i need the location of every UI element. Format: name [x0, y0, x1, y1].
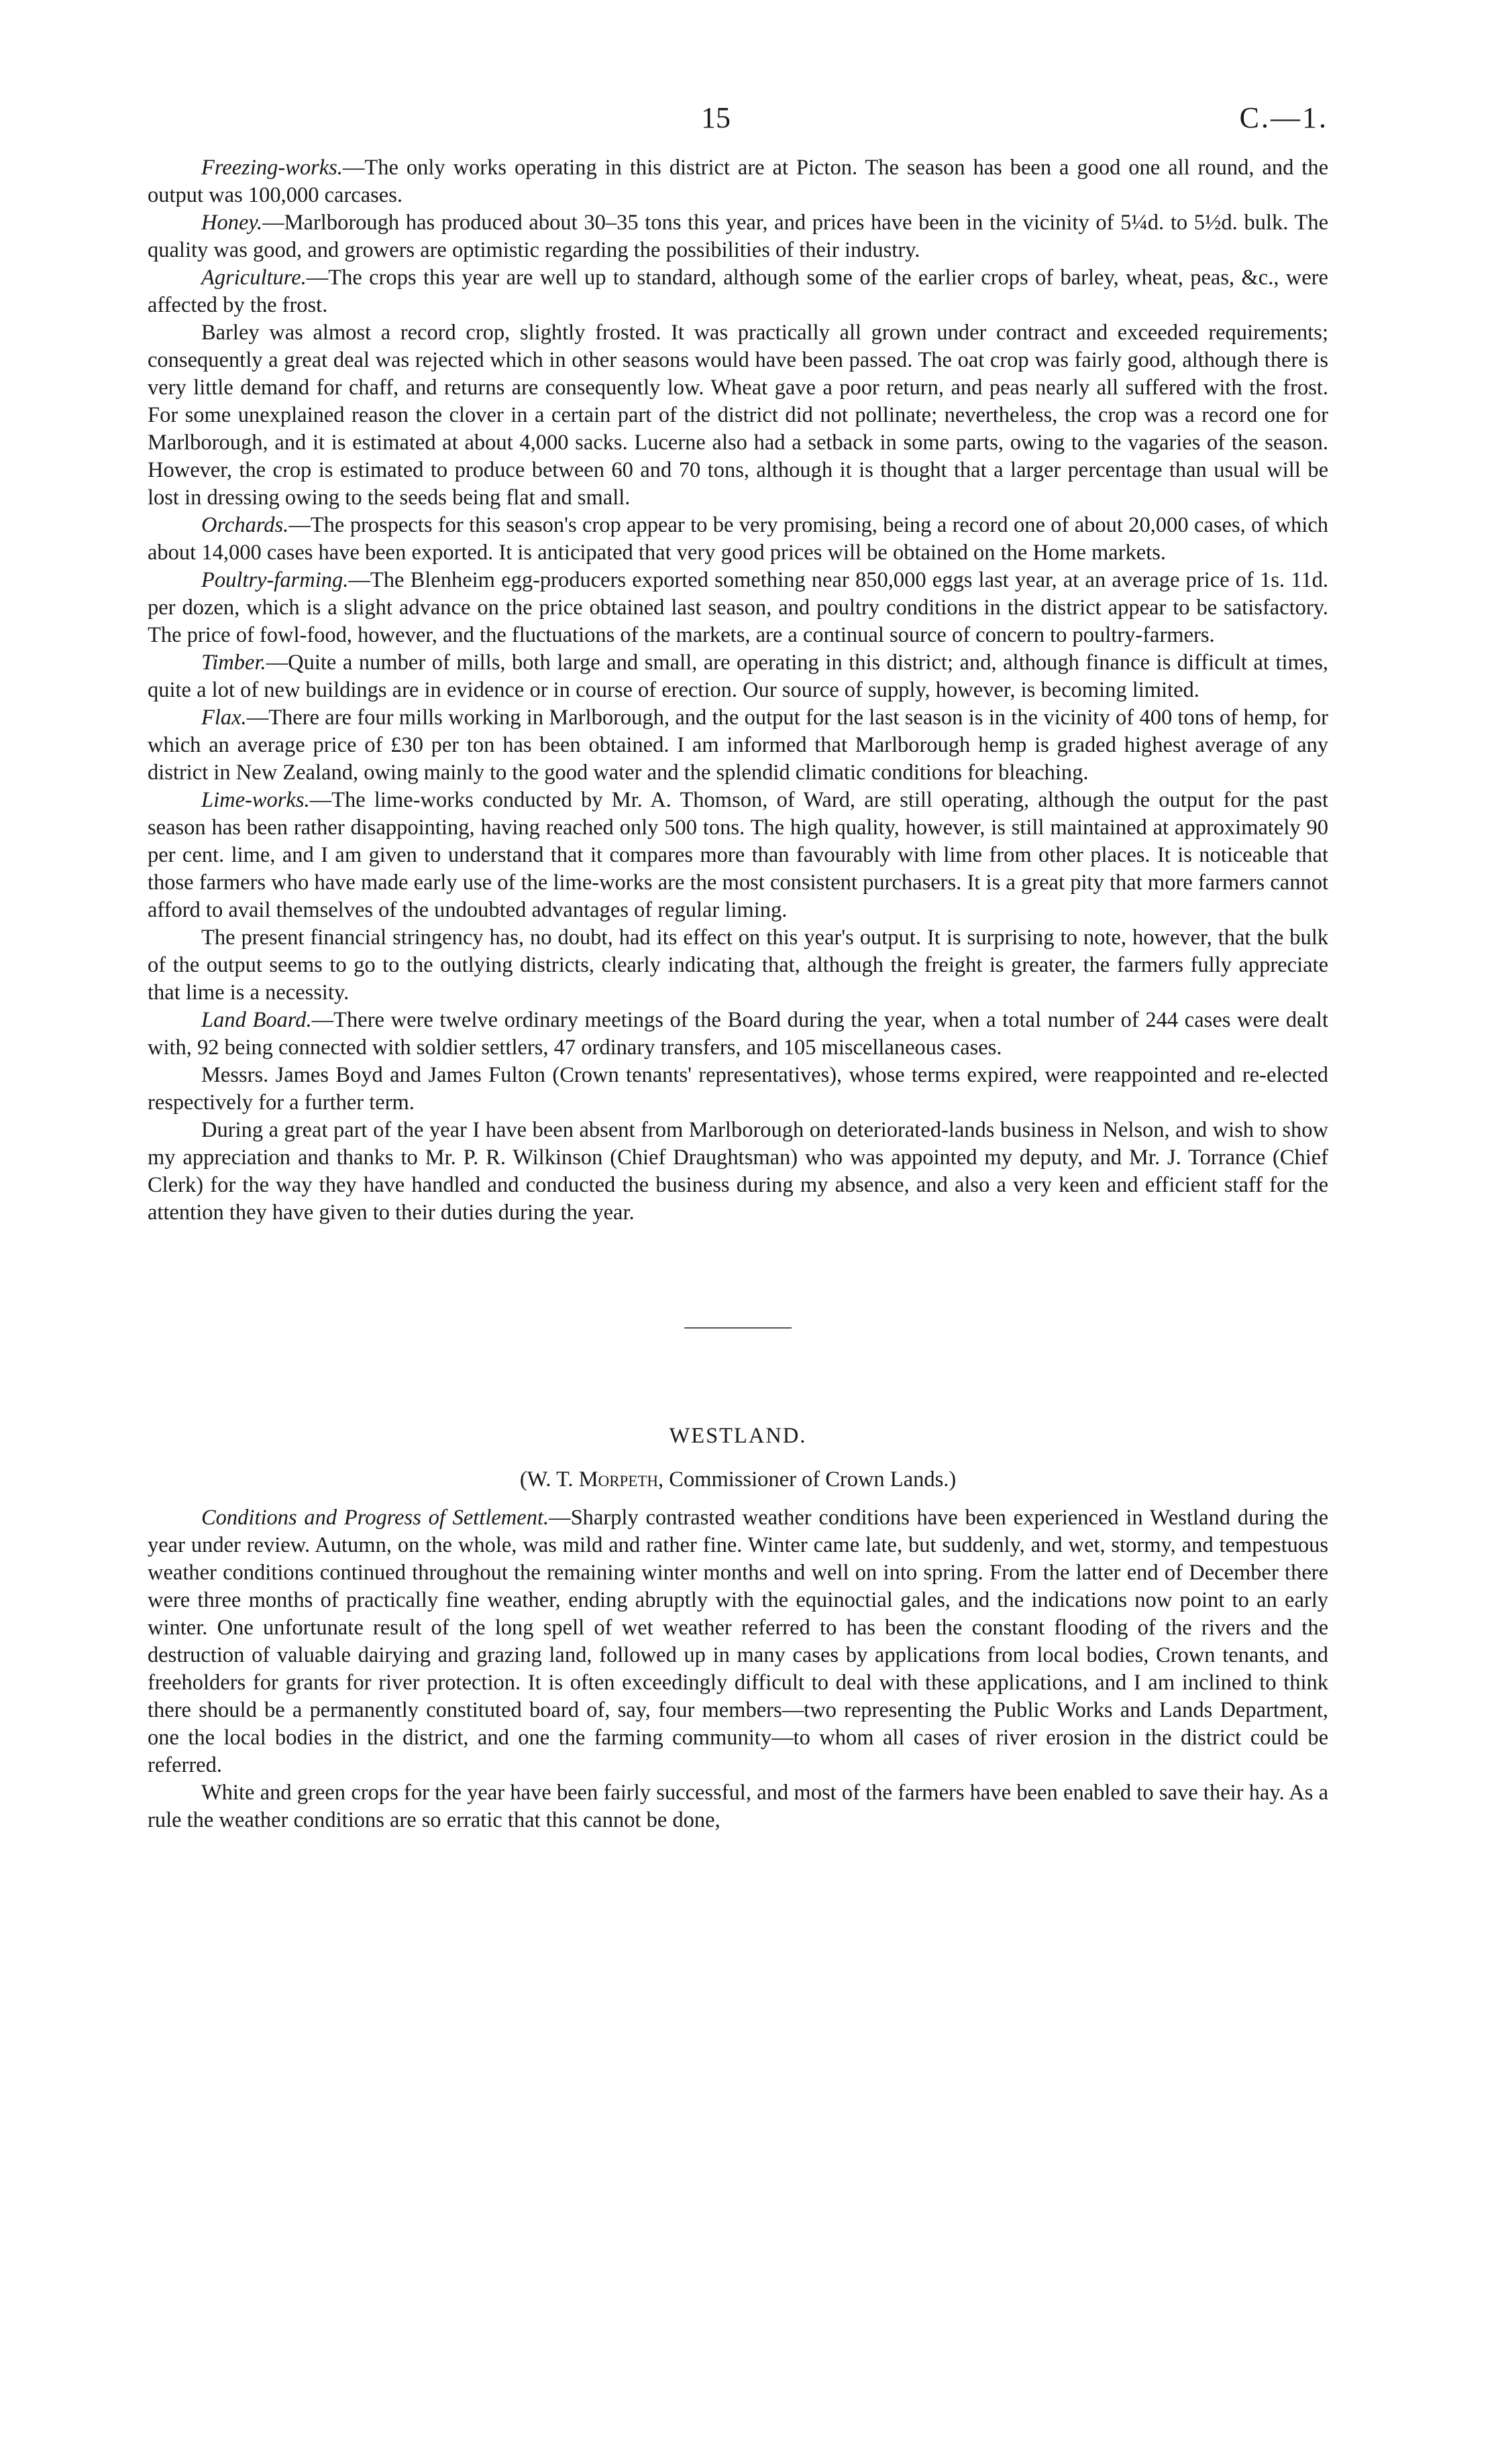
paragraph-text: —Marlborough has produced about 30–35 tons this year, and prices have been in the vicinity of 5¼d. to 5½d. bulk. The quality was good, and growers are optimistic regarding the possibilities of their industry. — [148, 211, 1328, 262]
section-title: WESTLAND. — [669, 1424, 807, 1448]
paragraph-lead: Flax. — [201, 706, 247, 730]
paragraph-lead: Honey. — [201, 211, 263, 235]
page-number: 15 — [701, 101, 731, 134]
paragraph-poultry-farming — [148, 567, 1328, 649]
paragraph-text: During a great part of the year I have been absent from Marlborough on deteriorated-lands business in Nelson, and wish to show my appreciation and thanks to Mr. P. R. Wilkinson (Chief Draughtsman) who was appointed my deputy, and Mr. J. Torrance (Chief Clerk) for the way they have handled and conducted the business during my absence, and also a very keen and efficient staff for the attention they have given to their duties during the year. — [148, 1118, 1328, 1225]
paragraph-text: —The Blenheim egg-producers exported something near 850,000 eggs last year, at an average price of 1s. 11d. per dozen, which is a slight advance on the price obtained last season, and poultry conditions in the district appear to be satisfactory. The price of fowl-food, however, and the fluctuations of the markets, are a continual source of concern to poultry-farmers. — [148, 568, 1328, 647]
paragraph-lead: Orchards. — [201, 513, 289, 537]
paragraph-land-board — [148, 1007, 1328, 1062]
commissioner-name: Morpeth — [578, 1467, 659, 1492]
paragraph-text: —Sharply contrasted weather conditions have been experienced in Westland during the year under review. Autumn, on the whole, was mild and rather fine. Winter came late, but suddenly, and wet, stormy, and tempestuous weather conditions continued throughout the remaining winter months and well on into spring. From the latter end of December there were three months of practically fine weather, ending abruptly with the equinoctial gales, and the indications now point to an early winter. One unfortunate result of the long spell of wet weather referred to has been the constant flooding of the rivers and the destruction of valuable dairying and grazing land, followed up in many cases by applications from local bodies, Crown tenants, and freeholders for grants for river protection. It is often exceedingly difficult to deal with these applications, and I am inclined to think there should be a permanently constituted board of, say, four members—two representing the Public Works and Lands Department, one the local bodies in the district, and one the farming community—to whom all cases of river erosion in the district could be referred. — [148, 1506, 1328, 1777]
paragraph-financial-stringency — [148, 924, 1328, 1007]
marlborough-report — [148, 154, 1328, 1227]
document-page — [148, 101, 1328, 1834]
paragraph-text: —The only works operating in this district are at Picton. The season has been a good one all round, and the output was 100,000 carcases. — [148, 156, 1328, 207]
paragraph-orchards — [148, 512, 1328, 567]
paragraph-lead: Land Board. — [201, 1008, 312, 1032]
paragraph-lead: Agriculture. — [201, 266, 307, 290]
paragraph-lime-works — [148, 787, 1328, 924]
paragraph-text: —The lime-works conducted by Mr. A. Thomson, of Ward, are still operating, although the output for the past season has been rather disappointing, having reached only 500 tons. The high quality, however, is still maintained at approximately 90 per cent. lime, and I am given to understand that it compares more than favourably with lime from other places. It is noticeable that those farmers who have made early use of the lime-works are the most consistent purchasers. It is a great pity that more farmers cannot afford to avail themselves of the undoubted advantages of regular liming. — [148, 788, 1328, 922]
page-header — [148, 101, 1328, 154]
paragraph-text: Barley was almost a record crop, slightly frosted. It was practically all grown under contract and exceeded requirements; consequently a great deal was rejected which in other seasons would have been passed. The oat crop was fairly good, although there is very little demand for chaff, and returns are consequently low. Wheat gave a poor return, and peas nearly all suffered with the frost. For some unexplained reason the clover in a certain part of the district did not pollinate; nevertheless, the crop was a record one for Marlborough, and it is estimated at about 4,000 sacks. Lucerne also had a setback in some parts, owing to the vagaries of the season. However, the crop is estimated to produce between 60 and 70 tons, although it is thought that a larger percentage than usual will be lost in dressing owing to the seeds being flat and small. — [148, 321, 1328, 510]
paragraph-text: —There were twelve ordinary meetings of the Board during the year, when a total number of 244 cases were dealt with, 92 being connected with soldier settlers, 47 ordinary transfers, and 105 miscellaneous cases. — [148, 1008, 1328, 1060]
paragraph-agriculture — [148, 264, 1328, 319]
paragraph-flax — [148, 704, 1328, 787]
section-divider — [684, 1327, 792, 1329]
paragraph-lead: Poultry-farming. — [201, 568, 349, 592]
paragraph-conditions-settlement — [148, 1504, 1328, 1779]
paragraph-text: Messrs. James Boyd and James Fulton (Crown tenants' representatives), whose terms expired, were reappointed and re-elected respectively for a further term. — [148, 1063, 1328, 1115]
paragraph-honey — [148, 209, 1328, 264]
document-reference: C.—1. — [1239, 101, 1328, 134]
commissioner-suffix: , Commissioner of Crown Lands.) — [658, 1467, 957, 1492]
westland-report — [148, 1424, 1328, 1834]
paragraph-text: —The crops this year are well up to standard, although some of the earlier crops of barley, wheat, peas, &c., were affected by the frost. — [148, 266, 1328, 317]
paragraph-text: —There are four mills working in Marlborough, and the output for the last season is in the vicinity of 400 tons of hemp, for which an average price of £30 per ton has been obtained. I am informed that Marlborough hemp is graded highest average of any district in New Zealand, owing mainly to the good water and the splendid climatic conditions for bleaching. — [148, 706, 1328, 785]
paragraph-barley — [148, 319, 1328, 512]
paragraph-text: —Quite a number of mills, both large and small, are operating in this district; and, although finance is difficult at times, quite a lot of new buildings are in evidence or in course of erection. Our source of supply, however, is becoming limited. — [148, 651, 1328, 702]
paragraph-crops — [148, 1779, 1328, 1834]
section-commissioner — [148, 1467, 1328, 1492]
paragraph-acknowledgements — [148, 1117, 1328, 1227]
paragraph-text: The present financial stringency has, no doubt, had its effect on this year's output. It is surprising to note, however, that the bulk of the output seems to go to the outlying districts, clearly indicating that, although the freight is greater, the farmers fully appreciate that lime is a necessity. — [148, 926, 1328, 1005]
paragraph-text: White and green crops for the year have been fairly successful, and most of the farmers have been enabled to save their hay. As a rule the weather conditions are so erratic that this cannot be done, — [148, 1781, 1328, 1832]
paragraph-freezing-works — [148, 154, 1328, 209]
paragraph-representatives — [148, 1062, 1328, 1117]
paragraph-lead: Conditions and Progress of Settlement. — [201, 1506, 549, 1530]
paragraph-lead: Timber. — [201, 651, 266, 675]
commissioner-prefix: (W. T. — [519, 1467, 579, 1492]
paragraph-lead: Freezing-works. — [201, 156, 343, 180]
paragraph-lead: Lime-works. — [201, 788, 310, 812]
paragraph-timber — [148, 649, 1328, 704]
paragraph-text: —The prospects for this season's crop appear to be very promising, being a record one of about 20,000 cases, of which about 14,000 cases have been exported. It is anticipated that very good prices will be obtained on the Home markets. — [148, 513, 1328, 565]
